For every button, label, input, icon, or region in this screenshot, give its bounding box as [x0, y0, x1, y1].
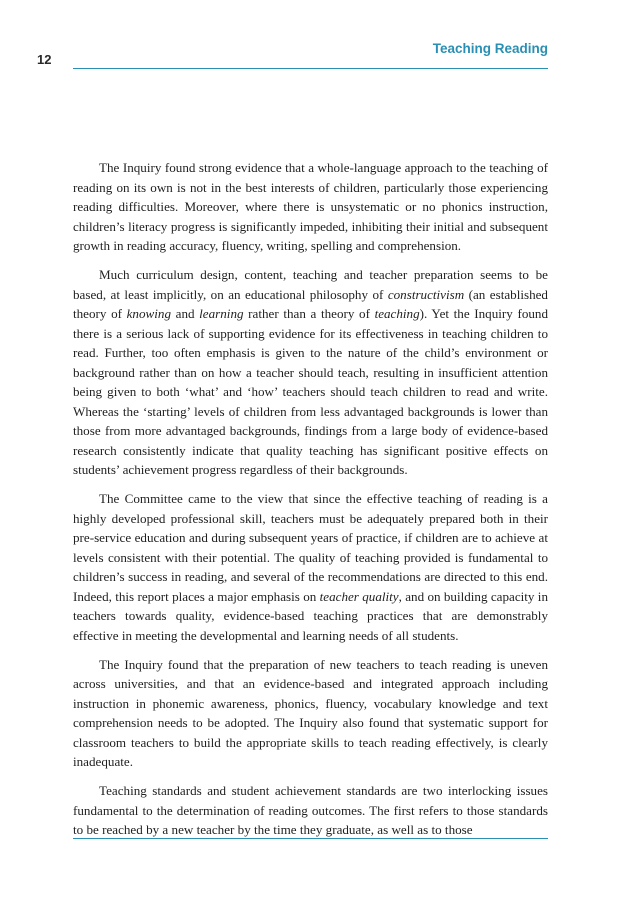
- paragraph-2-text: ). Yet the Inquiry found there is a serious lack of supporting evidence for its effectiveness in teaching children to read. Further, too often emphasis is given to the nature of the child’s environment or background rather than on how a teacher should teach, resulting in insufficient attention being given to both ‘what’ and ‘how’ teachers should teach children to read and write. Whereas the ‘starting’ levels of children from less advantaged backgrounds is lower than those from more advantaged backgrounds, findings from a large body of evidence-based research consistently indicate that quality teaching has significant positive effects on students’ achievement progress regardless of their backgrounds.: [73, 306, 549, 478]
- running-head: Teaching Reading: [432, 41, 548, 56]
- page-number: 12: [37, 52, 52, 67]
- header-rule: [73, 68, 548, 69]
- term-learning: learning: [199, 306, 244, 322]
- paragraph-3-text: The Committee came to the view that since the effective teaching of reading is a highly developed professional skill, teachers must be adequately prepared both in their pre-service education and during subsequent years of practice, if children are to achieve at levels consistent with their potential. The quality of teaching provided is fundamental to children’s success in reading, and several of the recommendations are directed to this end. Indeed, this report places a major emphasis on: [73, 491, 548, 604]
- footer-rule: [73, 838, 548, 839]
- paragraph-4: The Inquiry found that the preparation of new teachers to teach reading is uneven across universities, and that an evidence-based and integrated approach including instruction in phonemic awareness, phonics, fluency, vocabulary knowledge and text comprehension needs to be adopted. The Inquiry also found that systematic support for classroom teachers to build the appropriate skills to teach reading effectively, is clearly inadequate.: [73, 656, 548, 770]
- paragraph-2-text: rather than a theory of: [243, 306, 375, 322]
- body-text: [73, 158, 548, 849]
- term-teaching: teaching: [374, 306, 420, 322]
- paragraph-2-text: and: [171, 306, 200, 322]
- paragraph-2-text: Much curriculum design, content, teaching and teacher preparation seems to be based, at least implicitly, on an educational philosophy of: [73, 267, 548, 302]
- paragraph-3-text: , and on building capacity in teachers towards quality, evidence-based teaching practices that are demonstrably effective in meeting the developmental and learning needs of all students.: [73, 588, 548, 643]
- paragraph-5: Teaching standards and student achievement standards are two interlocking issues fundamental to the determination of reading outcomes. The first refers to those standards to be reached by a new teacher by the time they graduate, as well as to those: [73, 783, 548, 838]
- paragraph-1: The Inquiry found strong evidence that a whole-language approach to the teaching of reading on its own is not in the best interests of children, particularly those experiencing reading difficulties. Moreover, where there is unsystematic or no phonics instruction, children’s literacy progress is significantly impeded, inhibiting their initial and subsequent growth in reading accuracy, fluency, writing, spelling and comprehension.: [73, 160, 548, 253]
- paragraph-2-text: (an established theory of: [73, 286, 548, 322]
- paragraph-2: [73, 265, 548, 480]
- term-constructivism: constructivism: [387, 286, 465, 302]
- paragraph-3: [73, 489, 548, 645]
- term-teacher-quality: teacher quality: [319, 588, 399, 604]
- term-knowing: knowing: [126, 306, 171, 322]
